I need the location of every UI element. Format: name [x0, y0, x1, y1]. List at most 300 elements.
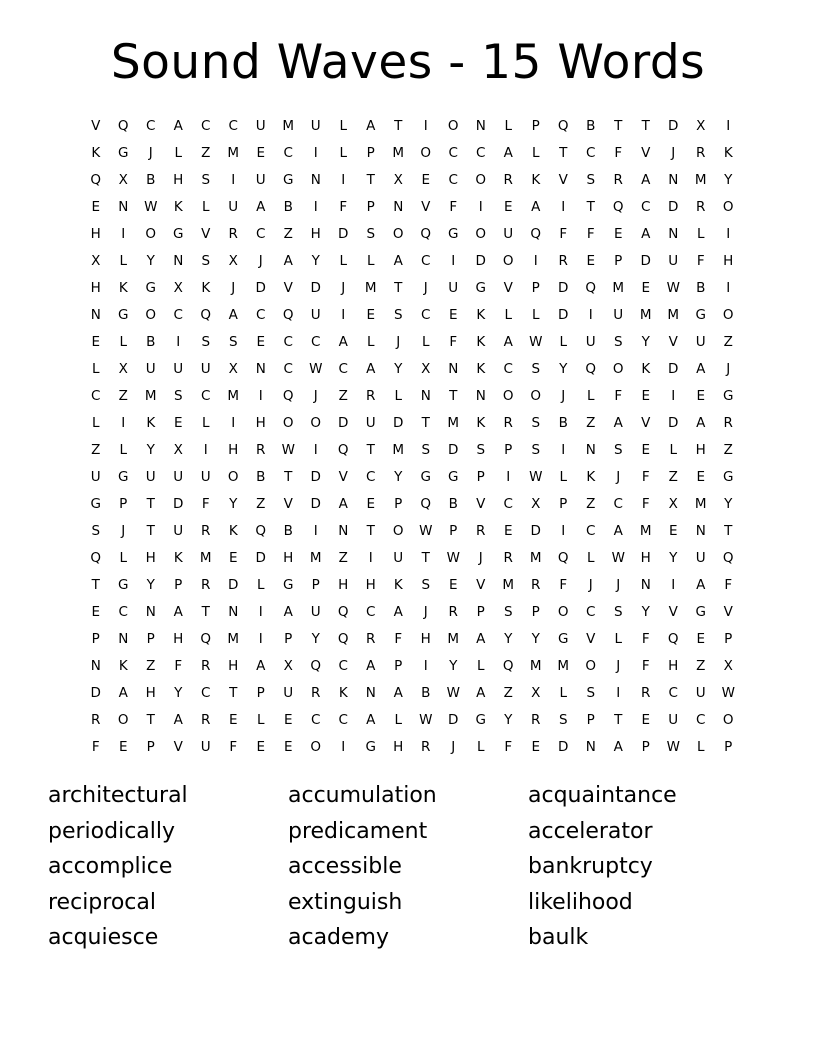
grid-cell[interactable]: U	[393, 550, 404, 566]
grid-cell[interactable]: C	[448, 172, 458, 188]
grid-cell[interactable]: S	[613, 334, 623, 350]
grid-cell[interactable]: P	[724, 631, 733, 647]
grid-cell[interactable]: A	[366, 118, 376, 134]
grid-cell[interactable]: F	[696, 253, 705, 269]
grid-cell[interactable]: O	[310, 739, 322, 755]
grid-cell[interactable]: O	[117, 712, 129, 728]
grid-cell[interactable]: L	[256, 577, 265, 593]
grid-cell[interactable]: W	[721, 685, 735, 701]
grid-cell[interactable]: D	[228, 577, 239, 593]
grid-cell[interactable]: L	[531, 307, 540, 323]
grid-cell[interactable]: L	[174, 145, 183, 161]
grid-cell[interactable]: I	[423, 658, 428, 674]
grid-cell[interactable]: T	[146, 523, 155, 539]
grid-cell[interactable]: I	[616, 685, 621, 701]
grid-cell[interactable]: D	[668, 118, 679, 134]
grid-cell[interactable]: E	[448, 577, 458, 593]
grid-cell[interactable]: I	[368, 550, 373, 566]
grid-cell[interactable]: L	[366, 334, 375, 350]
grid-cell[interactable]: U	[613, 307, 624, 323]
grid-cell[interactable]: Q	[310, 658, 322, 674]
grid-cell[interactable]: X	[91, 253, 101, 269]
grid-cell[interactable]: U	[283, 685, 294, 701]
grid-cell[interactable]: V	[723, 604, 733, 620]
grid-cell[interactable]: P	[724, 739, 733, 755]
grid-cell[interactable]: I	[341, 739, 346, 755]
grid-cell[interactable]: G	[695, 307, 706, 323]
grid-cell[interactable]: E	[173, 415, 183, 431]
grid-cell[interactable]: P	[146, 631, 155, 647]
grid-cell[interactable]: D	[558, 307, 569, 323]
grid-cell[interactable]: W	[446, 550, 460, 566]
grid-cell[interactable]: F	[586, 226, 595, 242]
grid-cell[interactable]: I	[478, 199, 483, 215]
grid-cell[interactable]: V	[558, 172, 568, 188]
word-search-grid[interactable]	[82, 113, 742, 761]
grid-cell[interactable]: D	[255, 280, 266, 296]
grid-cell[interactable]: Q	[420, 496, 432, 512]
grid-cell[interactable]: E	[91, 199, 101, 215]
grid-cell[interactable]: C	[228, 118, 238, 134]
grid-cell[interactable]: D	[640, 253, 651, 269]
grid-cell[interactable]: C	[256, 307, 266, 323]
grid-cell[interactable]: K	[146, 415, 156, 431]
grid-cell[interactable]: E	[118, 739, 128, 755]
grid-cell[interactable]: I	[533, 253, 538, 269]
grid-cell[interactable]: E	[256, 739, 266, 755]
grid-cell[interactable]: U	[173, 469, 184, 485]
grid-cell[interactable]: T	[91, 577, 100, 593]
grid-cell[interactable]: B	[283, 523, 293, 539]
grid-cell[interactable]: M	[199, 550, 212, 566]
grid-cell[interactable]: U	[145, 361, 156, 377]
grid-cell[interactable]: J	[396, 334, 401, 350]
grid-cell[interactable]: S	[201, 172, 211, 188]
grid-cell[interactable]: G	[448, 469, 459, 485]
grid-cell[interactable]: F	[449, 334, 458, 350]
grid-cell[interactable]: N	[145, 604, 156, 620]
grid-cell[interactable]: T	[229, 685, 238, 701]
grid-cell[interactable]: H	[393, 739, 404, 755]
grid-cell[interactable]: X	[283, 658, 293, 674]
grid-cell[interactable]: C	[338, 658, 348, 674]
grid-cell[interactable]: I	[561, 199, 566, 215]
grid-cell[interactable]: C	[476, 145, 486, 161]
grid-cell[interactable]: T	[284, 469, 293, 485]
grid-cell[interactable]: Y	[504, 631, 513, 647]
grid-cell[interactable]: A	[393, 604, 403, 620]
grid-cell[interactable]: C	[586, 604, 596, 620]
grid-cell[interactable]: Z	[586, 415, 596, 431]
grid-cell[interactable]: R	[531, 577, 541, 593]
grid-cell[interactable]: U	[145, 469, 156, 485]
grid-cell[interactable]: S	[476, 442, 486, 458]
grid-cell[interactable]: Q	[612, 199, 624, 215]
grid-cell[interactable]: H	[228, 442, 239, 458]
grid-cell[interactable]: R	[696, 199, 706, 215]
grid-cell[interactable]: I	[451, 253, 456, 269]
grid-cell[interactable]: E	[256, 334, 266, 350]
grid-cell[interactable]: P	[311, 577, 320, 593]
grid-cell[interactable]: S	[366, 226, 376, 242]
grid-cell[interactable]: C	[256, 226, 266, 242]
grid-cell[interactable]: S	[586, 685, 596, 701]
grid-cell[interactable]: Y	[394, 469, 403, 485]
grid-cell[interactable]: Z	[586, 496, 596, 512]
grid-cell[interactable]: L	[586, 550, 595, 566]
grid-cell[interactable]: G	[118, 469, 129, 485]
grid-cell[interactable]: M	[502, 577, 515, 593]
grid-cell[interactable]: Q	[585, 280, 597, 296]
grid-cell[interactable]: N	[475, 118, 486, 134]
grid-cell[interactable]: R	[366, 388, 376, 404]
grid-cell[interactable]: U	[310, 307, 321, 323]
grid-cell[interactable]: U	[448, 280, 459, 296]
grid-cell[interactable]: C	[201, 118, 211, 134]
grid-cell[interactable]: L	[339, 145, 348, 161]
grid-cell[interactable]: I	[313, 523, 318, 539]
grid-cell[interactable]: H	[365, 577, 376, 593]
grid-cell[interactable]: Y	[394, 361, 403, 377]
grid-cell[interactable]: V	[476, 577, 486, 593]
grid-cell[interactable]: U	[695, 685, 706, 701]
grid-cell[interactable]: A	[173, 118, 183, 134]
grid-cell[interactable]: K	[476, 334, 486, 350]
grid-cell[interactable]: U	[503, 226, 514, 242]
grid-cell[interactable]: G	[90, 496, 101, 512]
grid-cell[interactable]: B	[586, 118, 596, 134]
grid-cell[interactable]: Y	[669, 550, 678, 566]
grid-cell[interactable]: L	[119, 442, 128, 458]
grid-cell[interactable]: J	[258, 253, 263, 269]
grid-cell[interactable]: D	[310, 496, 321, 512]
grid-cell[interactable]: X	[421, 361, 431, 377]
grid-cell[interactable]: B	[283, 199, 293, 215]
grid-cell[interactable]: A	[118, 685, 128, 701]
grid-cell[interactable]: Y	[146, 253, 155, 269]
grid-cell[interactable]: Y	[504, 712, 513, 728]
grid-cell[interactable]: P	[504, 442, 513, 458]
grid-cell[interactable]: D	[310, 280, 321, 296]
grid-cell[interactable]: N	[310, 172, 321, 188]
grid-cell[interactable]: N	[228, 604, 239, 620]
grid-cell[interactable]: O	[530, 388, 542, 404]
grid-cell[interactable]: M	[227, 388, 240, 404]
grid-cell[interactable]: I	[313, 145, 318, 161]
grid-cell[interactable]: O	[612, 361, 624, 377]
grid-cell[interactable]: D	[448, 712, 459, 728]
grid-cell[interactable]: X	[723, 658, 733, 674]
grid-cell[interactable]: J	[616, 577, 621, 593]
grid-cell[interactable]: O	[475, 226, 487, 242]
grid-cell[interactable]: Y	[724, 172, 733, 188]
grid-cell[interactable]: I	[341, 172, 346, 188]
grid-cell[interactable]: Q	[557, 118, 569, 134]
grid-cell[interactable]: R	[531, 712, 541, 728]
grid-cell[interactable]: R	[723, 415, 733, 431]
grid-cell[interactable]: D	[475, 253, 486, 269]
grid-cell[interactable]: F	[91, 739, 100, 755]
grid-cell[interactable]: A	[696, 361, 706, 377]
grid-cell[interactable]: M	[667, 307, 680, 323]
grid-cell[interactable]: E	[366, 307, 376, 323]
grid-cell[interactable]: M	[557, 658, 570, 674]
grid-cell[interactable]: W	[419, 523, 433, 539]
grid-cell[interactable]: T	[366, 442, 375, 458]
grid-cell[interactable]: L	[696, 226, 705, 242]
grid-cell[interactable]: E	[641, 442, 651, 458]
grid-cell[interactable]: Q	[585, 361, 597, 377]
grid-cell[interactable]: H	[173, 172, 184, 188]
grid-cell[interactable]: K	[393, 577, 403, 593]
grid-cell[interactable]: I	[231, 172, 236, 188]
grid-cell[interactable]: R	[448, 604, 458, 620]
grid-cell[interactable]: A	[503, 145, 513, 161]
grid-cell[interactable]: L	[256, 712, 265, 728]
grid-cell[interactable]: P	[366, 145, 375, 161]
grid-cell[interactable]: Y	[724, 496, 733, 512]
grid-cell[interactable]: R	[91, 712, 101, 728]
grid-cell[interactable]: I	[561, 523, 566, 539]
grid-cell[interactable]: G	[283, 172, 294, 188]
grid-cell[interactable]: C	[338, 361, 348, 377]
grid-cell[interactable]: O	[310, 415, 322, 431]
grid-cell[interactable]: O	[392, 226, 404, 242]
grid-cell[interactable]: F	[614, 145, 623, 161]
grid-cell[interactable]: A	[613, 739, 623, 755]
grid-cell[interactable]: S	[613, 604, 623, 620]
grid-cell[interactable]: H	[695, 442, 706, 458]
grid-cell[interactable]: U	[255, 118, 266, 134]
grid-cell[interactable]: N	[585, 739, 596, 755]
grid-cell[interactable]: V	[503, 280, 513, 296]
grid-cell[interactable]: V	[201, 226, 211, 242]
grid-cell[interactable]: C	[503, 361, 513, 377]
grid-cell[interactable]: E	[283, 712, 293, 728]
grid-cell[interactable]: U	[365, 415, 376, 431]
grid-cell[interactable]: G	[173, 226, 184, 242]
grid-cell[interactable]: A	[476, 631, 486, 647]
grid-cell[interactable]: N	[118, 199, 129, 215]
grid-cell[interactable]: U	[90, 469, 101, 485]
grid-cell[interactable]: E	[586, 253, 596, 269]
grid-cell[interactable]: F	[724, 577, 733, 593]
grid-cell[interactable]: V	[668, 334, 678, 350]
grid-cell[interactable]: F	[641, 658, 650, 674]
grid-cell[interactable]: G	[365, 739, 376, 755]
grid-cell[interactable]: Q	[722, 550, 734, 566]
grid-cell[interactable]: Q	[337, 631, 349, 647]
grid-cell[interactable]: E	[448, 307, 458, 323]
grid-cell[interactable]: S	[531, 442, 541, 458]
grid-cell[interactable]: I	[506, 469, 511, 485]
grid-cell[interactable]: S	[201, 334, 211, 350]
grid-cell[interactable]: T	[421, 415, 430, 431]
grid-cell[interactable]: A	[173, 712, 183, 728]
grid-cell[interactable]: Y	[641, 334, 650, 350]
grid-cell[interactable]: H	[338, 577, 349, 593]
grid-cell[interactable]: X	[228, 361, 238, 377]
grid-cell[interactable]: L	[669, 442, 678, 458]
grid-cell[interactable]: O	[447, 118, 459, 134]
grid-cell[interactable]: T	[146, 496, 155, 512]
grid-cell[interactable]: V	[641, 145, 651, 161]
grid-cell[interactable]: R	[201, 523, 211, 539]
grid-cell[interactable]: Z	[201, 145, 211, 161]
grid-cell[interactable]: R	[503, 550, 513, 566]
grid-cell[interactable]: M	[529, 658, 542, 674]
grid-cell[interactable]: L	[119, 253, 128, 269]
grid-cell[interactable]: L	[559, 334, 568, 350]
grid-cell[interactable]: M	[144, 388, 157, 404]
grid-cell[interactable]: M	[447, 631, 460, 647]
grid-cell[interactable]: W	[144, 199, 158, 215]
grid-cell[interactable]: D	[338, 226, 349, 242]
grid-cell[interactable]: Z	[723, 442, 733, 458]
grid-cell[interactable]: H	[310, 226, 321, 242]
grid-cell[interactable]: R	[558, 253, 568, 269]
grid-cell[interactable]: V	[283, 280, 293, 296]
grid-cell[interactable]: Y	[146, 442, 155, 458]
grid-cell[interactable]: J	[148, 145, 153, 161]
grid-cell[interactable]: U	[668, 253, 679, 269]
grid-cell[interactable]: X	[173, 280, 183, 296]
grid-cell[interactable]: R	[476, 523, 486, 539]
grid-cell[interactable]: G	[118, 145, 129, 161]
grid-cell[interactable]: G	[283, 577, 294, 593]
grid-cell[interactable]: E	[641, 388, 651, 404]
grid-cell[interactable]: C	[448, 145, 458, 161]
grid-cell[interactable]: S	[558, 712, 568, 728]
grid-cell[interactable]: P	[174, 577, 183, 593]
grid-cell[interactable]: C	[613, 496, 623, 512]
grid-cell[interactable]: A	[228, 307, 238, 323]
grid-cell[interactable]: T	[366, 523, 375, 539]
grid-cell[interactable]: O	[557, 604, 569, 620]
grid-cell[interactable]: F	[614, 388, 623, 404]
grid-cell[interactable]: C	[91, 388, 101, 404]
grid-cell[interactable]: A	[613, 523, 623, 539]
grid-cell[interactable]: T	[586, 199, 595, 215]
grid-cell[interactable]: G	[420, 469, 431, 485]
grid-cell[interactable]: M	[639, 307, 652, 323]
grid-cell[interactable]: C	[421, 253, 431, 269]
grid-cell[interactable]: P	[119, 496, 128, 512]
grid-cell[interactable]: C	[503, 496, 513, 512]
grid-cell[interactable]: L	[394, 388, 403, 404]
grid-cell[interactable]: F	[229, 739, 238, 755]
grid-cell[interactable]: P	[614, 253, 623, 269]
grid-cell[interactable]: H	[283, 550, 294, 566]
grid-cell[interactable]: R	[201, 658, 211, 674]
grid-cell[interactable]: A	[696, 415, 706, 431]
grid-cell[interactable]: K	[641, 361, 651, 377]
grid-cell[interactable]: D	[338, 415, 349, 431]
grid-cell[interactable]: C	[201, 388, 211, 404]
grid-cell[interactable]: U	[310, 604, 321, 620]
grid-cell[interactable]: D	[668, 415, 679, 431]
grid-cell[interactable]: A	[283, 604, 293, 620]
grid-cell[interactable]: A	[641, 172, 651, 188]
grid-cell[interactable]: N	[475, 388, 486, 404]
grid-cell[interactable]: P	[449, 523, 458, 539]
grid-cell[interactable]: U	[173, 523, 184, 539]
grid-cell[interactable]: X	[393, 172, 403, 188]
grid-cell[interactable]: I	[121, 226, 126, 242]
grid-cell[interactable]: M	[694, 496, 707, 512]
grid-cell[interactable]: F	[394, 631, 403, 647]
grid-cell[interactable]: S	[613, 442, 623, 458]
grid-cell[interactable]: Y	[641, 604, 650, 620]
grid-cell[interactable]: R	[228, 226, 238, 242]
grid-cell[interactable]: H	[228, 658, 239, 674]
grid-cell[interactable]: O	[392, 523, 404, 539]
grid-cell[interactable]: R	[201, 712, 211, 728]
grid-cell[interactable]: F	[449, 199, 458, 215]
grid-cell[interactable]: C	[668, 685, 678, 701]
grid-cell[interactable]: H	[723, 253, 734, 269]
grid-cell[interactable]: U	[255, 172, 266, 188]
grid-cell[interactable]: C	[201, 685, 211, 701]
grid-cell[interactable]: E	[283, 739, 293, 755]
grid-cell[interactable]: R	[311, 685, 321, 701]
grid-cell[interactable]: G	[723, 469, 734, 485]
grid-cell[interactable]: A	[283, 253, 293, 269]
grid-cell[interactable]: Q	[502, 658, 514, 674]
grid-cell[interactable]: P	[531, 280, 540, 296]
grid-cell[interactable]: Q	[337, 442, 349, 458]
grid-cell[interactable]: K	[228, 523, 238, 539]
grid-cell[interactable]: J	[561, 388, 566, 404]
grid-cell[interactable]: H	[145, 685, 156, 701]
grid-cell[interactable]: A	[366, 658, 376, 674]
grid-cell[interactable]: U	[668, 712, 679, 728]
grid-cell[interactable]: L	[421, 334, 430, 350]
grid-cell[interactable]: R	[503, 172, 513, 188]
grid-cell[interactable]: E	[613, 226, 623, 242]
grid-cell[interactable]: X	[118, 361, 128, 377]
grid-cell[interactable]: J	[423, 604, 428, 620]
grid-cell[interactable]: F	[559, 577, 568, 593]
grid-cell[interactable]: T	[201, 604, 210, 620]
grid-cell[interactable]: L	[339, 253, 348, 269]
grid-cell[interactable]: O	[722, 712, 734, 728]
grid-cell[interactable]: P	[91, 631, 100, 647]
grid-cell[interactable]: E	[503, 199, 513, 215]
grid-cell[interactable]: B	[448, 496, 458, 512]
grid-cell[interactable]: I	[258, 631, 263, 647]
grid-cell[interactable]: W	[529, 334, 543, 350]
grid-cell[interactable]: Q	[282, 388, 294, 404]
grid-cell[interactable]: Q	[530, 226, 542, 242]
grid-cell[interactable]: L	[91, 361, 100, 377]
grid-cell[interactable]: Y	[531, 631, 540, 647]
grid-cell[interactable]: V	[586, 631, 596, 647]
grid-cell[interactable]: C	[283, 334, 293, 350]
grid-cell[interactable]: N	[365, 685, 376, 701]
grid-cell[interactable]: L	[504, 307, 513, 323]
grid-cell[interactable]: U	[200, 469, 211, 485]
grid-cell[interactable]: M	[227, 145, 240, 161]
grid-cell[interactable]: F	[339, 199, 348, 215]
grid-cell[interactable]: W	[529, 469, 543, 485]
grid-cell[interactable]: R	[421, 739, 431, 755]
grid-cell[interactable]: C	[366, 469, 376, 485]
grid-cell[interactable]: V	[421, 199, 431, 215]
grid-cell[interactable]: Z	[696, 658, 706, 674]
grid-cell[interactable]: O	[282, 415, 294, 431]
grid-cell[interactable]: L	[504, 118, 513, 134]
